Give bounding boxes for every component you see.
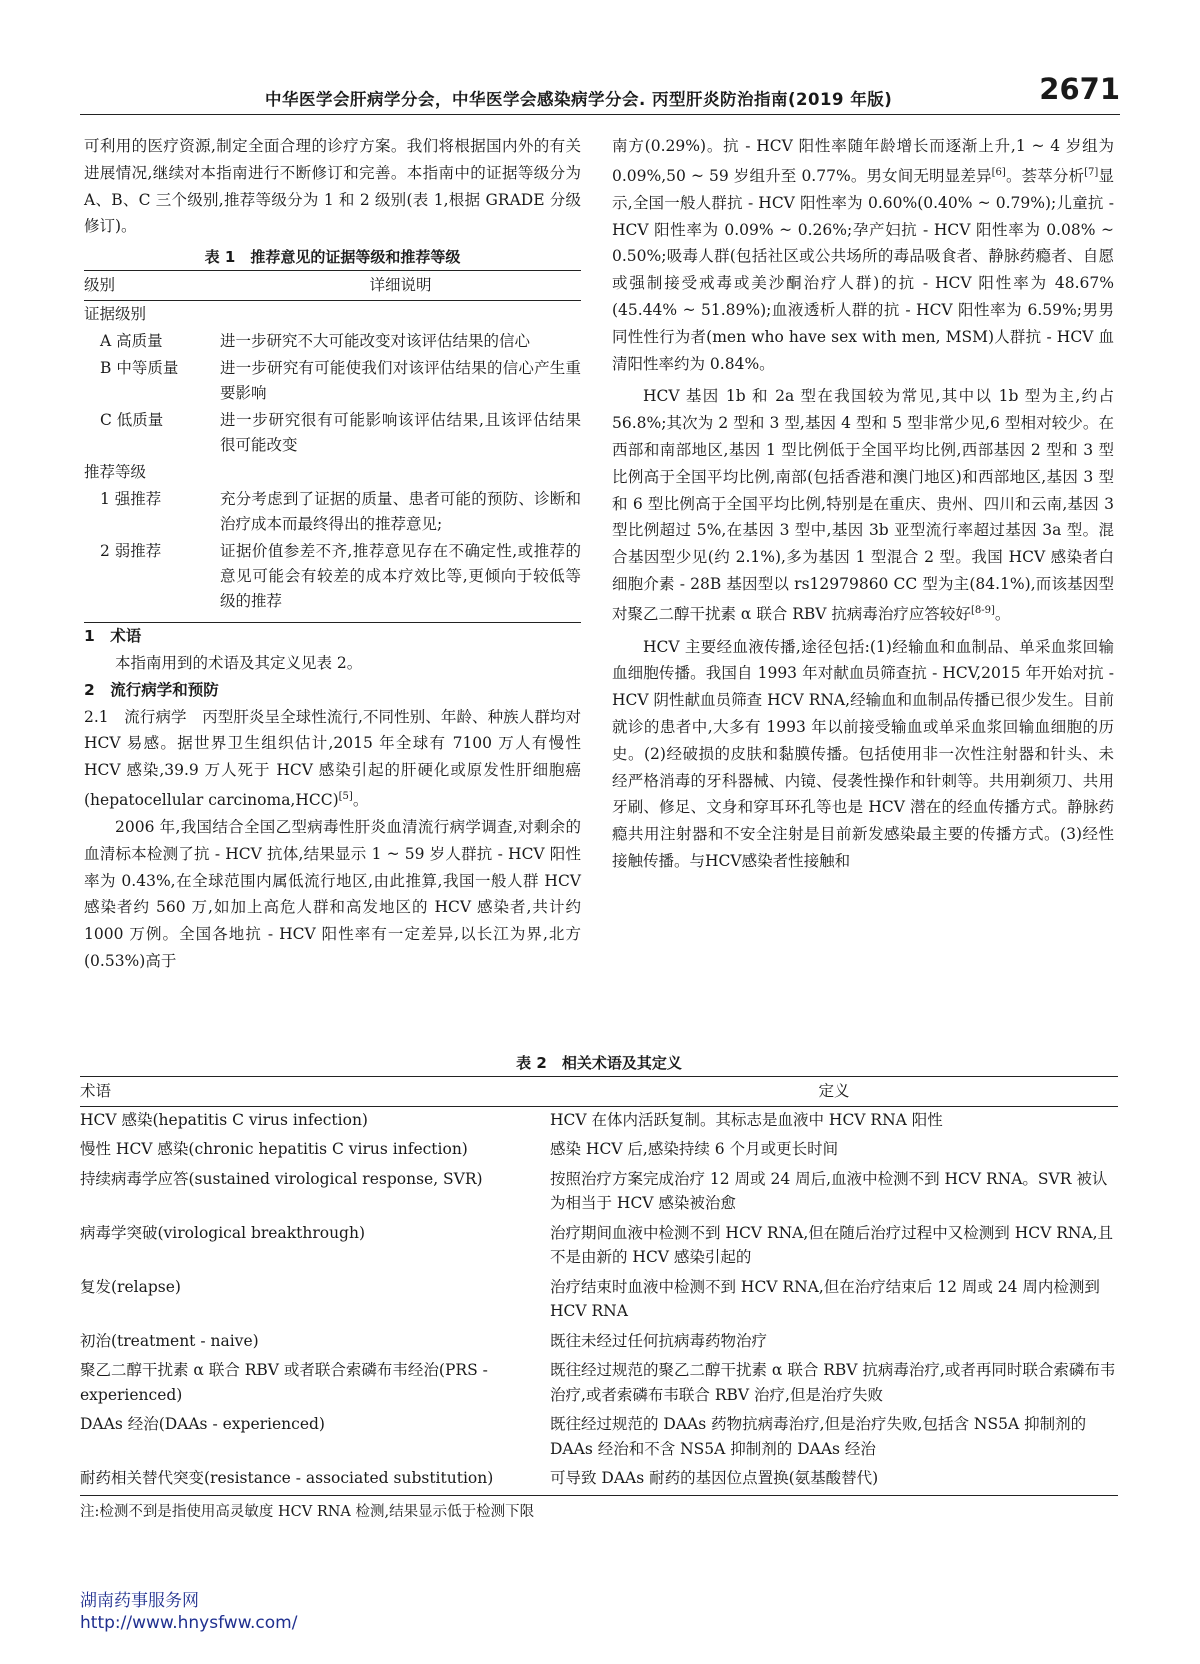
table-row	[80, 1106, 1118, 1136]
table2-term: 慢性 HCV 感染(chronic hepatitis C virus infection)	[80, 1140, 468, 1158]
paragraph-genotype	[612, 383, 1114, 627]
citation: [8-9]	[970, 604, 995, 616]
table2-term: 病毒学突破(virological breakthrough)	[80, 1223, 366, 1242]
table1-desc: 进一步研究不大可能改变对该评估结果的信心	[220, 332, 531, 351]
paragraph-transmission: HCV 主要经血液传播,途径包括:(1)经输血和血制品、单采血浆回输血细胞传播。我国自 1993 年对献血员筛查抗 - HCV,2015 年开始对抗 - HCV 阴性献血员筛查 HCV RNA,经输血和血制品传播已很少发生。目前就诊的患者中,大多有 1993 年以前接受输血或单采血浆回输血细胞的历史。(2)经破损的皮肤和黏膜传播。包括使用非一次性注射器和针头、未经严格消毒的牙科器械、内镜、侵袭性操作和针刺等。共用剃须刀、共用牙刷、修足、文身和穿耳环孔等也是 HCV 潜在的经血传播方式。静脉药瘾共用注射器和不安全注射是目前新发感染最主要的传播方式。(3)经性接触传播。与HCV感染者性接触和	[612, 637, 1114, 871]
section1-heading: 1 术语	[84, 627, 142, 646]
table-row	[80, 1136, 1118, 1166]
table-row	[80, 1274, 1118, 1328]
table2-def: 既往经过规范的聚乙二醇干扰素 α 联合 RBV 抗病毒治疗,或者再同时联合索磷布韦治疗,或者索磷布韦联合 RBV 治疗,但是治疗失败	[550, 1361, 1116, 1404]
table1-level: A 高质量	[100, 332, 163, 351]
table1-desc: 进一步研究有可能使我们对该评估结果的信心产生重要影响	[220, 359, 581, 403]
paragraph-prevalence	[612, 133, 1114, 377]
table1-title: 表 1 推荐意见的证据等级和推荐等级	[204, 248, 461, 267]
table2-def: 感染 HCV 后,感染持续 6 个月或更长时间	[550, 1140, 839, 1158]
table1-desc: 进一步研究很有可能影响该评估结果,且该评估结果很可能改变	[220, 411, 581, 455]
table2-title: 表 2 相关术语及其定义	[516, 1054, 682, 1072]
section1-text: 本指南用到的术语及其定义见表 2。	[115, 653, 363, 672]
table2-def: 既往未经过任何抗病毒药物治疗	[550, 1331, 768, 1350]
left-column	[84, 133, 581, 975]
table2-term: HCV 感染(hepatitis C virus infection)	[80, 1110, 368, 1129]
section21-paragraph	[84, 704, 581, 814]
table2-header-def: 定义	[550, 1077, 1118, 1107]
table2-def: 可导致 DAAs 耐药的基因位点置换(氨基酸替代)	[550, 1465, 1118, 1495]
section21-text: 2.1 流行病学 丙型肝炎呈全球性流行,不同性别、年龄、种族人群均对 HCV 易感。据世界卫生组织估计,2015 年全球有 7100 万人有慢性 HCV 感染,39.9 万人死于 HCV 感染引起的肝硬化或原发性肝细胞癌(hepatocellular carcinoma,HCC)	[84, 707, 581, 810]
running-header	[80, 72, 1120, 115]
table2-term: 复发(relapse)	[80, 1277, 181, 1296]
header-title: 中华医学会肝病学分会，中华医学会感染病学分会. 丙型肝炎防治指南(2019 年版)	[265, 90, 893, 109]
table-row	[80, 1328, 1118, 1358]
table-row	[84, 328, 581, 355]
table-row	[80, 1166, 1118, 1220]
table2-def: 治疗期间血液中检测不到 HCV RNA,但在随后治疗过程中又检测到 HCV RNA,且不是由新的 HCV 感染引起的	[550, 1223, 1114, 1266]
watermark-footer	[80, 1590, 297, 1634]
intro-paragraph: 可利用的医疗资源,制定全面合理的诊疗方案。我们将根据国内外的有关进展情况,继续对本指南进行不断修订和完善。本指南中的证据等级分为 A、B、C 三个级别,推荐等级分为 1 和 2 级别(表 1,根据 GRADE 分级修订)。	[84, 137, 581, 236]
citation: [7]	[1084, 166, 1099, 178]
table-row	[80, 1411, 1118, 1465]
table2-block	[80, 1050, 1118, 1521]
table1-header-desc: 详细说明	[220, 271, 581, 301]
table-row	[84, 355, 581, 407]
table1	[84, 270, 581, 623]
table2-term: 耐药相关替代突变(resistance - associated substitution)	[80, 1465, 550, 1495]
table2-term: 聚乙二醇干扰素 α 联合 RBV 或者联合索磷布韦经治(PRS - experienced)	[80, 1361, 488, 1404]
prevalence-text-c: 显示,全国一般人群抗 - HCV 阳性率为 0.60%(0.40% ~ 0.79%);儿童抗 - HCV 阳性率为 0.09% ~ 0.26%;孕产妇抗 - HCV 阳性率为 0.08% ~ 0.50%;吸毒人群(包括社区或公共场所的毒品吸食者、静脉药瘾者、自愿或强制接受戒毒或美沙酮治疗人群)的抗 - HCV 阳性率为 48.67%(45.44% ~ 51.89%);血液透析人群的抗 - HCV 阳性率为 6.59%;男男同性性行为者(men who have sex with men, MSM)人群抗 - HCV 血清阳性率约为 0.84%。	[612, 166, 1114, 373]
table2-header-term: 术语	[80, 1077, 550, 1107]
table1-level: 1 强推荐	[100, 490, 162, 509]
table2-term: 初治(treatment - naive)	[80, 1331, 259, 1350]
section2-heading: 2 流行病学和预防	[84, 680, 219, 699]
prevalence-text-a: 南方(0.29%)。抗 - HCV 阳性率随年龄增长而逐渐上升,1 ~ 4 岁组为 0.09%,50 ~ 59 岁组升至 0.77%。男女间无明显差异	[612, 137, 1114, 185]
table2-def: 按照治疗方案完成治疗 12 周或 24 周后,血液中检测不到 HCV RNA。SVR 被认为相当于 HCV 感染被治愈	[550, 1169, 1108, 1212]
genotype-text: HCV 基因 1b 和 2a 型在我国较为常见,其中以 1b 型为主,约占 56.8%;其次为 2 型和 3 型,基因 4 型和 5 型非常少见,6 型相对较少。在西部和南部地区,基因 1 型比例低于全国平均比例,西部基因 2 型和 3 型比例高于全国平均比例,南部(包括香港和澳门地区)和西部地区,基因 3 型和 6 型比例高于全国平均比例,特别是在重庆、贵州、四川和云南,基因 3 型比例超过 5%,在基因 3 型中,基因 3b 亚型流行率超过基因 3a 型。混合基因型少见(约 2.1%),多为基因 1 型混合 2 型。我国 HCV 感染者白细胞介素 - 28B 基因型以 rs12979860 CC 型为主(84.1%),而该基因型对聚乙二醇干扰素 α 联合 RBV 抗病毒治疗应答较好	[612, 387, 1114, 623]
table2-term: 持续病毒学应答(sustained virological response, SVR)	[80, 1169, 483, 1188]
table2-def: 治疗结束时血液中检测不到 HCV RNA,但在治疗结束后 12 周或 24 周内检测到 HCV RNA	[550, 1277, 1100, 1320]
table2-note: 注:检测不到是指使用高灵敏度 HCV RNA 检测,结果显示低于检测下限	[80, 1503, 535, 1520]
paragraph-2006: 2006 年,我国结合全国乙型病毒性肝炎血清流行病学调查,对剩余的血清标本检测了抗 - HCV 抗体,结果显示 1 ~ 59 岁人群抗 - HCV 阳性率为 0.43%,在全球范围内属低流行地区,由此推算,我国一般人群 HCV 感染者约 560 万,如加上高危人群和高发地区的 HCV 感染者,共计约 1000 万例。全国各地抗 - HCV 阳性率有一定差异,以长江为界,北方(0.53%)高于	[84, 817, 581, 970]
table1-desc: 证据价值参差不齐,推荐意见存在不确定性,或推荐的意见可能会有较差的成本疗效比等,更倾向于较低等级的推荐	[220, 538, 581, 623]
table-row	[80, 1465, 1118, 1495]
table1-desc: 充分考虑到了证据的质量、患者可能的预防、诊断和治疗成本而最终得出的推荐意见;	[220, 490, 581, 534]
genotype-end: 。	[994, 604, 1011, 623]
right-column	[612, 133, 1114, 875]
citation: [5]	[338, 790, 353, 802]
citation: [6]	[991, 166, 1006, 178]
table1-level: B 中等质量	[100, 359, 179, 378]
table1-group-evidence: 证据级别	[84, 305, 147, 324]
table2-def: HCV 在体内活跃复制。其标志是血液中 HCV RNA 阳性	[550, 1110, 943, 1129]
table2-def: 既往经过规范的 DAAs 药物抗病毒治疗,但是治疗失败,包括含 NS5A 抑制剂的 DAAs 经治和不含 NS5A 抑制剂的 DAAs 经治	[550, 1415, 1087, 1458]
table-row	[84, 407, 581, 459]
table-row	[80, 1357, 1118, 1411]
table-row	[80, 1220, 1118, 1274]
page-number: 2671	[1039, 72, 1120, 106]
table1-header-level: 级别	[84, 271, 220, 301]
table-row	[84, 486, 581, 538]
table1-level: 2 弱推荐	[84, 538, 220, 623]
table2-term: DAAs 经治(DAAs - experienced)	[80, 1415, 325, 1433]
table1-group-recommend: 推荐等级	[84, 463, 147, 482]
footer-url[interactable]: http://www.hnysfww.com/	[80, 1613, 298, 1633]
prevalence-text-b: 。荟萃分析	[1005, 166, 1085, 185]
footer-site-name: 湖南药事服务网	[80, 1591, 199, 1611]
section21-end: 。	[352, 791, 369, 810]
table-row	[84, 538, 581, 623]
table1-level: C 低质量	[100, 411, 164, 430]
table2	[80, 1076, 1118, 1496]
